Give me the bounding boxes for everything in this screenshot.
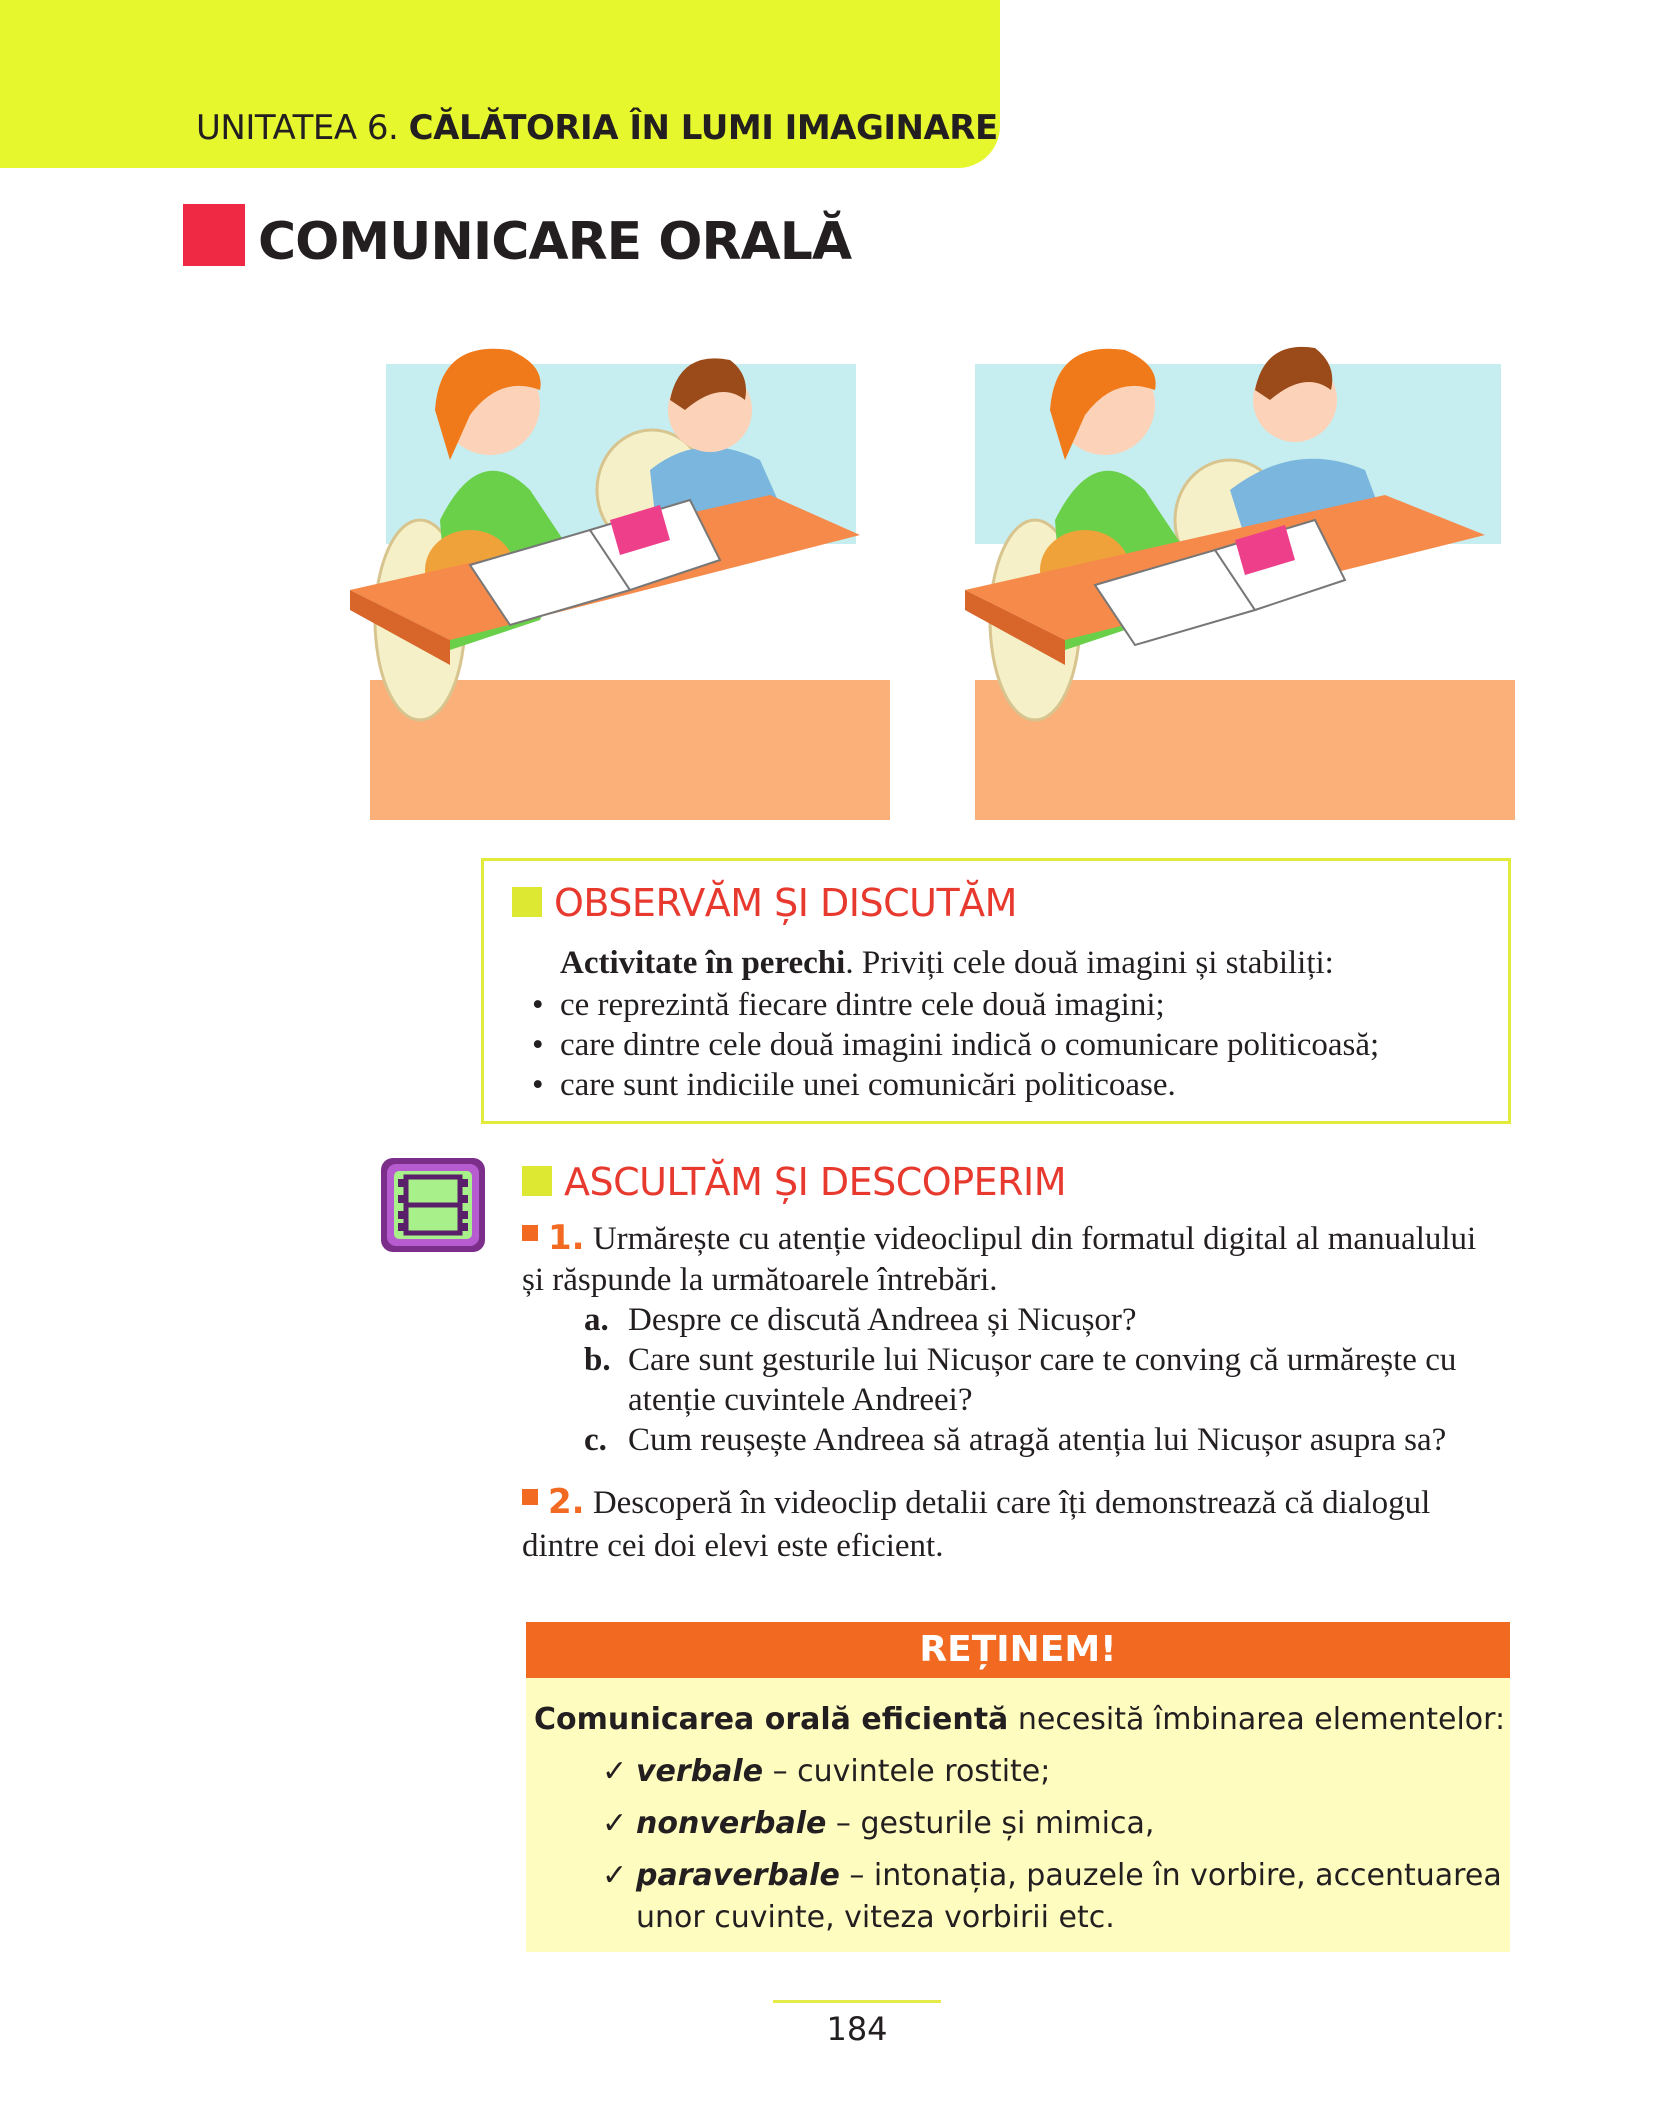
observe-list — [532, 985, 1379, 1105]
retinem-continuation: unor cuvinte, viteza vorbirii etc. — [636, 1900, 1115, 1935]
square-bullet-icon — [512, 887, 542, 917]
retinem-intro-bold: Comunicarea orală eficientă — [534, 1702, 1009, 1737]
page-number: 184 — [826, 2010, 888, 2048]
checkmark-icon: ✓ — [602, 1858, 628, 1893]
task-bullet-icon — [522, 1489, 538, 1505]
unit-name: CĂLĂTORIA ÎN LUMI IMAGINARE — [408, 108, 998, 148]
square-bullet-icon — [522, 1166, 552, 1196]
illustration-students-left — [340, 320, 900, 830]
task-bullet-icon — [522, 1225, 538, 1241]
observe-heading: OBSERVĂM ȘI DISCUTĂM — [554, 881, 1017, 925]
illustration-students-right — [965, 320, 1525, 830]
checkmark-icon: ✓ — [602, 1754, 628, 1789]
retinem-term: nonverbale — [636, 1806, 827, 1841]
list-item: • ce reprezintă fiecare dintre cele două imagini; — [532, 985, 1379, 1025]
question-letter: c. — [584, 1422, 607, 1458]
checkmark-icon: ✓ — [602, 1806, 628, 1841]
unit-label: UNITATEA 6. — [196, 108, 399, 148]
retinem-item-paraverbale — [602, 1858, 1502, 1893]
section-marker — [183, 204, 245, 266]
question-letter: a. — [584, 1302, 609, 1338]
retinem-box — [526, 1622, 1510, 1952]
retinem-title: REȚINEM! — [526, 1622, 1510, 1678]
retinem-desc: – intonația, pauzele în vorbire, accentuarea — [839, 1858, 1502, 1893]
retinem-desc: – cuvintele rostite; — [763, 1754, 1051, 1789]
list-item: • care sunt indiciile unei comunicări politicoase. — [532, 1065, 1379, 1105]
listen-heading: ASCULTĂM ȘI DESCOPERIM — [564, 1160, 1067, 1204]
list-item: • care dintre cele două imagini indică o comunicare politicoasă; — [532, 1025, 1379, 1065]
question-text: atenție cuvintele Andreei? — [628, 1382, 973, 1418]
observe-intro — [560, 945, 1334, 982]
observe-intro-bold: Activitate în perechi — [560, 945, 846, 981]
task-2-line-1 — [522, 1482, 1430, 1522]
question-c — [584, 1422, 1446, 1459]
question-text: Cum reușește Andreea să atragă atenția lui Nicușor asupra sa? — [628, 1422, 1447, 1458]
task-2-text: Descoperă în videoclip detalii care îți demonstrează că dialogul — [592, 1485, 1431, 1521]
listen-heading-row — [522, 1160, 1066, 1204]
video-film-icon[interactable] — [378, 1155, 488, 1255]
task-1-number: 1. — [548, 1218, 585, 1258]
retinem-item-nonverbale — [602, 1806, 1154, 1841]
question-a — [584, 1302, 1137, 1339]
task-1-text: Urmărește cu atenție videoclipul din formatul digital al manualului — [592, 1221, 1477, 1257]
question-text: Despre ce discută Andreea și Nicușor? — [628, 1302, 1137, 1338]
retinem-term: paraverbale — [636, 1858, 840, 1893]
task-2-line-2: dintre cei doi elevi este eficient. — [522, 1528, 944, 1564]
retinem-desc: – gesturile și mimica, — [826, 1806, 1155, 1841]
retinem-intro-rest: necesită îmbinarea elementelor: — [1008, 1702, 1506, 1737]
section-title: COMUNICARE ORALĂ — [258, 212, 852, 272]
footer-divider — [773, 2000, 941, 2003]
question-b — [584, 1342, 1456, 1379]
observe-discuss-box — [481, 858, 1511, 1124]
retinem-term: verbale — [636, 1754, 764, 1789]
question-b-continued — [584, 1382, 973, 1419]
task-2-number: 2. — [548, 1482, 585, 1522]
observe-heading-row — [512, 881, 1017, 925]
question-letter: b. — [584, 1342, 611, 1378]
task-1-line-2: și răspunde la următoarele întrebări. — [522, 1262, 998, 1298]
question-text: Care sunt gesturile lui Nicușor care te conving că urmărește cu — [628, 1342, 1457, 1378]
retinem-item-verbale — [602, 1754, 1050, 1789]
unit-title — [196, 108, 998, 148]
observe-intro-rest: . Priviți cele două imagini și stabiliți: — [845, 945, 1334, 981]
task-1-line-1 — [522, 1218, 1476, 1258]
retinem-intro — [534, 1702, 1505, 1737]
